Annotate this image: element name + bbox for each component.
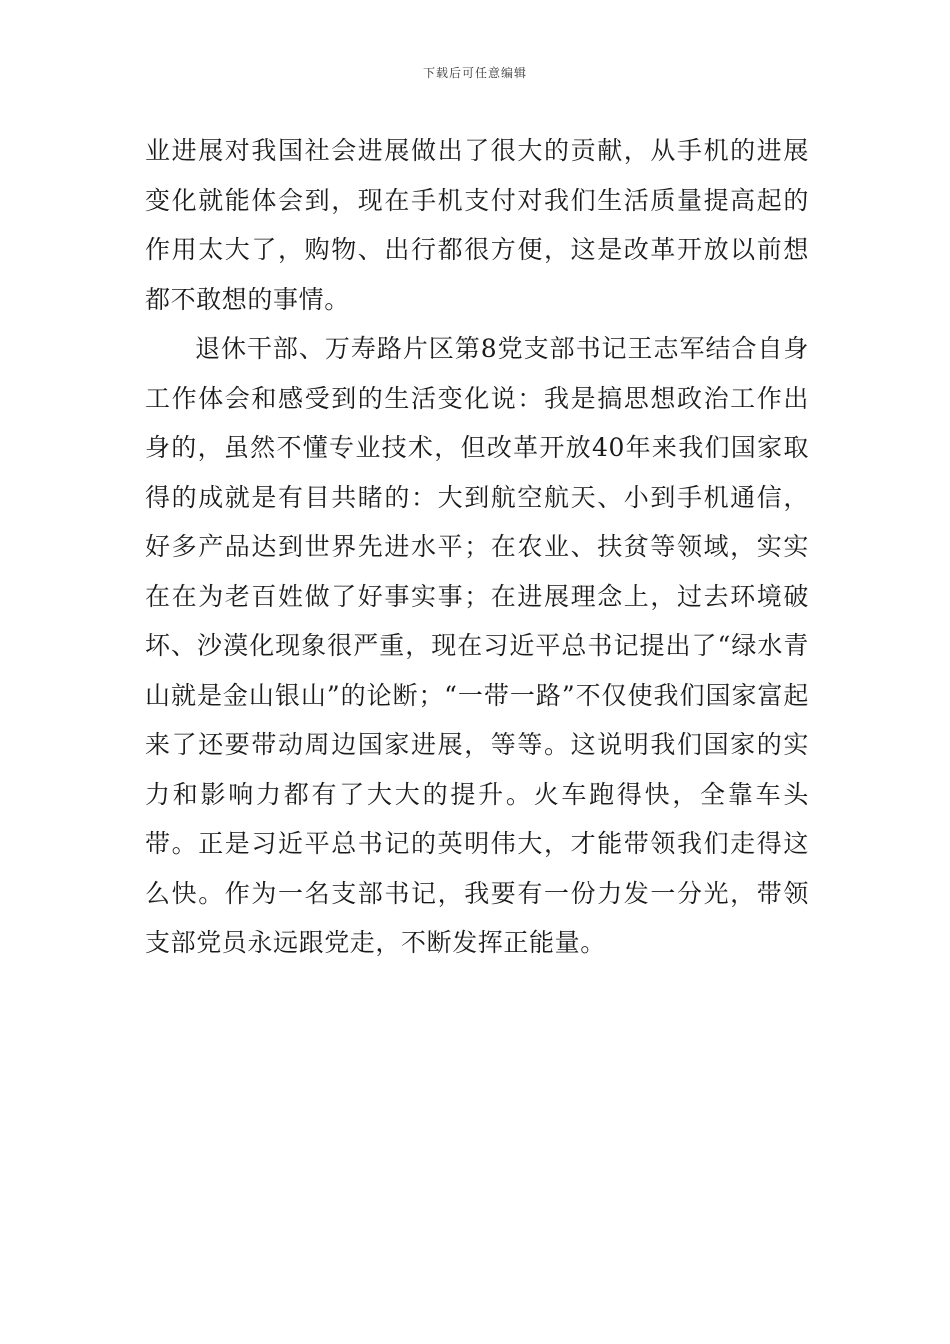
paragraph-wang-zhijun-remarks: 退休干部、万寿路片区第8党支部书记王志军结合自身工作体会和感受到的生活变化说：我是搞思想政治工作出身的，虽然不懂专业技术，但改革开放40年来我们国家取得的成就是有目共睹的：大到航空航天、小到手机通信，好多产品达到世界先进水平；在农业、扶贫等领域，实实在在为老百姓做了好事实事；在进展理念上，过去环境破坏、沙漠化现象很严重，现在习近平总书记提出了“绿水青山就是金山银山”的论断；“一带一路”不仅使我们国家富起来了还要带动周边国家进展，等等。这说明我们国家的实力和影响力都有了大大的提升。火车跑得快，全靠车头带。正是习近平总书记的英明伟大，才能带领我们走得这么快。作为一名支部书记，我要有一份力发一分光，带领支部党员永远跟党走，不断发挥正能量。 — [145, 334, 809, 957]
document-body — [145, 126, 809, 968]
page-header-note: 下载后可任意编辑 — [422, 66, 527, 80]
paragraph-continuation: 业进展对我国社会进展做出了很大的贡献，从手机的进展变化就能体会到，现在手机支付对我们生活质量提高起的作用太大了，购物、出行都很方便，这是改革开放以前想都不敢想的事情。 — [145, 136, 809, 314]
